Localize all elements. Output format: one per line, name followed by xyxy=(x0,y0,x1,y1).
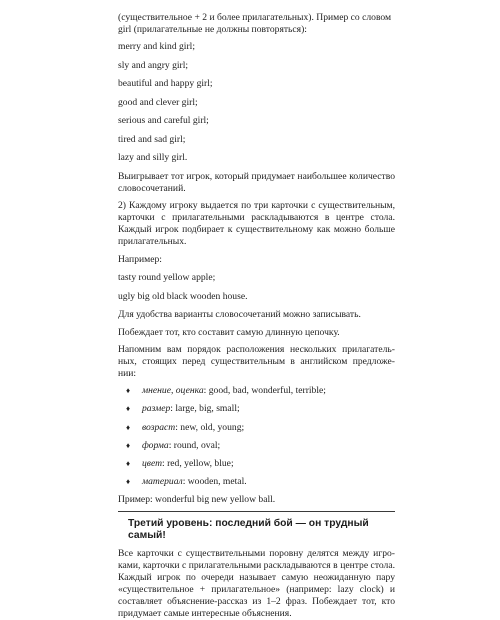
list-item xyxy=(126,403,395,415)
note-text: Для удобства варианты словосочетаний можно записывать. xyxy=(118,309,361,321)
girl-examples-list xyxy=(118,41,395,164)
category-label: форма xyxy=(142,439,169,451)
winner-rule-2: Побеждает тот, кто составит самую длинную цепочку. xyxy=(118,326,340,338)
diamond-bullet-icon: ♦ xyxy=(126,476,131,486)
section-divider xyxy=(118,511,395,512)
winner-rule-1: Выигрывает тот игрок, который придумает наибольшее количество словосочетаний. xyxy=(118,170,395,194)
category-values: : good, bad, wonderful, terrible; xyxy=(203,385,326,397)
category-values: : round, oval; xyxy=(168,439,221,451)
level-3-heading: Третий уровень: последний бой — он трудный самый! xyxy=(128,518,369,542)
intro-line-1: (существительное + 2 и более прилагательных). Пример со словом xyxy=(118,12,392,23)
example-line: tired and sad girl; xyxy=(118,133,186,145)
category-values: : large, big, small; xyxy=(170,403,240,415)
list-item xyxy=(126,476,395,488)
category-values: : red, yellow, blue; xyxy=(162,457,234,469)
example-line: sly and angry girl; xyxy=(118,59,189,71)
adjective-order-reminder: Напомним вам порядок расположения нескольких прилагатель-ных, стоящих перед существительным в английском предложе-нии: xyxy=(118,344,395,379)
list-item xyxy=(126,458,395,470)
level-3-body: Все карточки с существительными поровну делятся между игро-ками, карточки с прилагательными раскладываются в центре стола. Каждый игрок по очереди называет самую неожиданную пару «существительное + прилагательное» (например: lazy clock) и составляет объяснение-рассказ из 1–2 фраз. Побеждает тот, кто придумает самые интересные объяснения. xyxy=(118,548,395,619)
adjective-order-list xyxy=(118,385,395,487)
example-line: beautiful and happy girl; xyxy=(118,78,213,90)
category-values: : new, old, young; xyxy=(175,421,245,433)
example-phrase: ugly big old black wooden house. xyxy=(118,290,248,302)
list-item xyxy=(126,422,395,434)
example-phrase: tasty round yellow apple; xyxy=(118,272,216,284)
list-item xyxy=(126,440,395,452)
diamond-bullet-icon: ♦ xyxy=(126,422,131,432)
example-line: lazy and silly girl. xyxy=(118,152,188,164)
intro-line-2: girl (прилагательные не должны повторяться): xyxy=(118,23,307,35)
category-label: мнение, оценка xyxy=(142,385,204,397)
example-line: merry and kind girl; xyxy=(118,41,195,53)
diamond-bullet-icon: ♦ xyxy=(126,440,131,450)
category-label: цвет xyxy=(142,457,163,469)
example-line: good and clever girl; xyxy=(118,96,198,108)
category-values: : wooden, metal. xyxy=(182,475,247,487)
list-item xyxy=(126,385,395,397)
example-label: Например: xyxy=(118,253,162,265)
category-label: возраст xyxy=(142,421,176,433)
rule-2-paragraph: 2) Каждому игроку выдается по три карточки с существительным, карточки с прилагательными раскладываются в центре стола. Каждый игрок подбирает к существительному как можно больше прилагательных. xyxy=(118,200,395,248)
diamond-bullet-icon: ♦ xyxy=(126,404,131,414)
example-line: serious and careful girl; xyxy=(118,115,209,127)
diamond-bullet-icon: ♦ xyxy=(126,458,131,468)
category-label: размер xyxy=(142,403,171,415)
final-example: Пример: wonderful big new yellow ball. xyxy=(118,493,276,505)
intro-paragraph xyxy=(118,12,395,36)
category-label: материал xyxy=(142,475,183,487)
diamond-bullet-icon: ♦ xyxy=(126,386,131,396)
